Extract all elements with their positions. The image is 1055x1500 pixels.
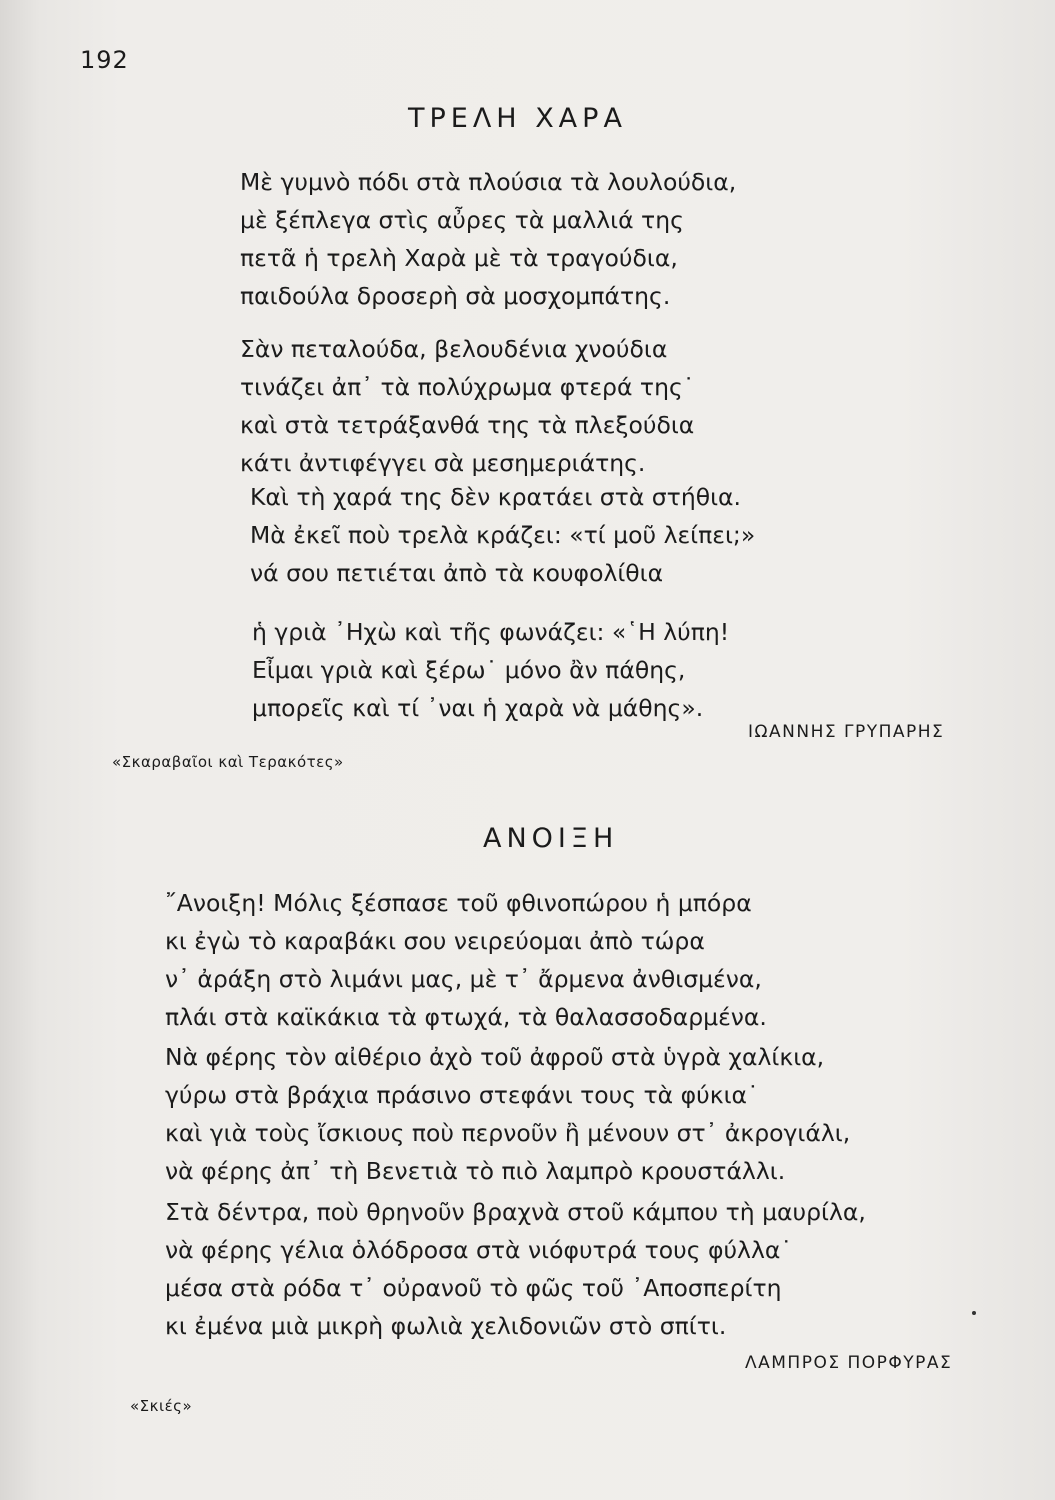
verse-line: κι ἐγὼ τὸ καραβάκι σου νειρεύομαι ἀπὸ τώρα [165, 927, 705, 955]
poem-title: ΤΡΕΛΗ ΧΑΡΑ [408, 103, 627, 134]
verse-line: πλάι στὰ καϊκάκια τὰ φτωχά, τὰ θαλασσοδαρμένα. [165, 1003, 767, 1031]
verse-line: νὰ φέρης γέλια ὁλόδροσα στὰ νιόφυτρά τους φύλλα˙ [165, 1236, 793, 1264]
verse-line: μὲ ξέπλεγα στὶς αὖρες τὰ μαλλιά της [240, 206, 684, 234]
poem-stanza [165, 1038, 850, 1190]
verse-line: Σὰν πεταλούδα, βελουδένια χνούδια [240, 335, 668, 363]
poem-stanza [165, 884, 767, 1036]
verse-line: καὶ γιὰ τοὺς ἴσκιους ποὺ περνοῦν ἢ μένουν στ᾽ ἀκρογιάλι, [165, 1119, 851, 1147]
poem-stanza [250, 478, 755, 592]
poem-title: ΑΝΟΙΞΗ [483, 823, 619, 854]
verse-line: παιδούλα δροσερὴ σὰ μοσχομπάτης. [240, 282, 671, 310]
poem-author: ΙΩΑΝΝΗΣ ΓΡΥΠΑΡΗΣ [748, 722, 945, 742]
verse-line: Μὲ γυμνὸ πόδι στὰ πλούσια τὰ λουλούδια, [240, 168, 737, 196]
verse-line: Καὶ τὴ χαρά της δὲν κρατάει στὰ στήθια. [250, 483, 742, 511]
verse-line: Εἶμαι γριὰ καὶ ξέρω˙ μόνο ἂν πάθης, [252, 656, 686, 684]
verse-line: γύρω στὰ βράχια πράσινο στεφάνι τους τὰ φύκια˙ [165, 1081, 759, 1109]
poem-source: «Σκαραβαῖοι καὶ Τερακότες» [112, 753, 344, 771]
verse-line: Μὰ ἐκεῖ ποὺ τρελὰ κράζει: «τί μοῦ λείπει;» [250, 521, 756, 549]
verse-line: Στὰ δέντρα, ποὺ θρηνοῦν βραχνὰ στοῦ κάμπου τὴ μαυρίλα, [165, 1198, 866, 1226]
page-number: 192 [80, 46, 129, 74]
verse-line: νά σου πετιέται ἀπὸ τὰ κουφολίθια [250, 559, 664, 587]
poem-stanza [240, 330, 695, 482]
verse-line: τινάζει ἀπ᾽ τὰ πολύχρωμα φτερά της˙ [240, 373, 695, 401]
verse-line: ν᾽ ἀράξη στὸ λιμάνι μας, μὲ τ᾽ ἄρμενα ἀνθισμένα, [165, 965, 762, 993]
verse-line: κι ἐμένα μιὰ μικρὴ φωλιὰ χελιδονιῶν στὸ σπίτι. [165, 1312, 727, 1340]
verse-line: πετᾶ ἡ τρελὴ Χαρὰ μὲ τὰ τραγούδια, [240, 244, 678, 272]
poem-stanza [252, 613, 729, 727]
verse-line: μπορεῖς καὶ τί ᾽ναι ἡ χαρὰ νὰ μάθης». [252, 694, 704, 722]
verse-line: ἡ γριὰ ᾽Ηχὼ καὶ τῆς φωνάζει: «῾Η λύπη! [252, 618, 730, 646]
verse-line: ῎Ανοιξη! Μόλις ξέσπασε τοῦ φθινοπώρου ἡ μπόρα [165, 889, 752, 917]
verse-line: Νὰ φέρης τὸν αἰθέριο ἀχὸ τοῦ ἀφροῦ στὰ ὑγρὰ χαλίκια, [165, 1043, 825, 1071]
poem-author: ΛΑΜΠΡΟΣ ΠΟΡΦΥΡΑΣ [745, 1353, 953, 1373]
verse-line: κάτι ἀντιφέγγει σὰ μεσημεριάτης. [240, 449, 646, 477]
verse-line: καὶ στὰ τετράξανθά της τὰ πλεξούδια [240, 411, 695, 439]
poem-source: «Σκιές» [130, 1397, 193, 1415]
verse-line: νὰ φέρης ἀπ᾽ τὴ Βενετιὰ τὸ πιὸ λαμπρὸ κρουστάλλι. [165, 1157, 786, 1185]
poem-stanza [240, 163, 736, 315]
verse-line: μέσα στὰ ρόδα τ᾽ οὐρανοῦ τὸ φῶς τοῦ ᾽Αποσπερίτη [165, 1274, 782, 1302]
ink-speck [972, 1311, 976, 1315]
poem-stanza [165, 1193, 866, 1345]
